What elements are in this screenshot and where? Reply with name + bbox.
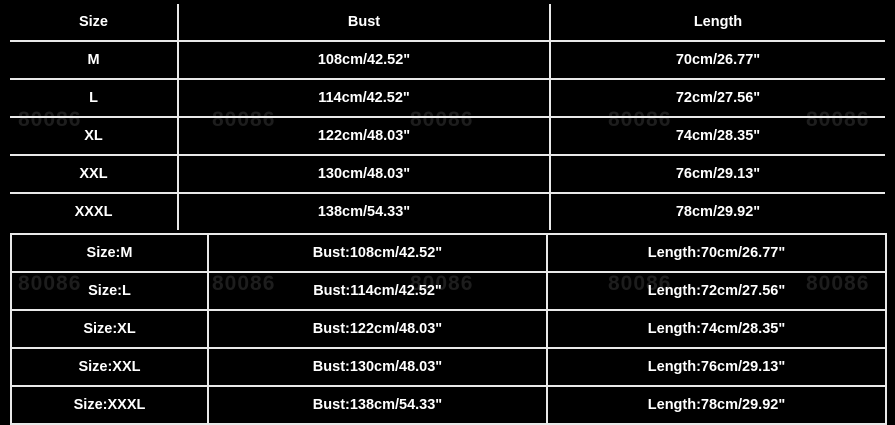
table-row (10, 79, 885, 117)
watermark-text: 80086 (212, 272, 276, 295)
cell-length: 70cm/26.77" (550, 41, 885, 79)
table-row (10, 155, 885, 193)
cell-size: XL (10, 117, 178, 155)
watermark-text: 80086 (212, 108, 276, 131)
table-row (11, 310, 886, 348)
cell-bust-label: Bust:138cm/54.33" (208, 386, 547, 424)
cell-bust-label: Bust:130cm/48.03" (208, 348, 547, 386)
size-list-table (10, 233, 887, 425)
table-row (10, 117, 885, 155)
watermark-text: 80086 (410, 108, 474, 131)
cell-length: 74cm/28.35" (550, 117, 885, 155)
cell-size: XXL (10, 155, 178, 193)
cell-bust: 138cm/54.33" (178, 193, 550, 230)
cell-length-label: Length:74cm/28.35" (547, 310, 886, 348)
watermark-text: 80086 (608, 272, 672, 295)
watermark-text: 80086 (608, 108, 672, 131)
cell-size-label: Size:L (11, 272, 208, 310)
cell-bust-label: Bust:122cm/48.03" (208, 310, 547, 348)
cell-bust: 114cm/42.52" (178, 79, 550, 117)
cell-bust-label: Bust:108cm/42.52" (208, 234, 547, 272)
table-row (11, 234, 886, 272)
cell-length: 72cm/27.56" (550, 79, 885, 117)
cell-size-label: Size:M (11, 234, 208, 272)
cell-bust: 108cm/42.52" (178, 41, 550, 79)
cell-length: 76cm/29.13" (550, 155, 885, 193)
cell-length-label: Length:76cm/29.13" (547, 348, 886, 386)
table-row (11, 386, 886, 424)
cell-length-label: Length:78cm/29.92" (547, 386, 886, 424)
cell-size: XXXL (10, 193, 178, 230)
cell-size: M (10, 41, 178, 79)
size-chart-table (10, 4, 885, 230)
column-header-bust: Bust (178, 4, 550, 41)
watermark-text: 80086 (806, 272, 870, 295)
watermark-text: 80086 (806, 108, 870, 131)
cell-bust: 122cm/48.03" (178, 117, 550, 155)
cell-size-label: Size:XXL (11, 348, 208, 386)
watermark-text: 80086 (410, 272, 474, 295)
cell-bust-label: Bust:114cm/42.52" (208, 272, 547, 310)
cell-length-label: Length:70cm/26.77" (547, 234, 886, 272)
cell-size-label: Size:XXXL (11, 386, 208, 424)
table-row (11, 348, 886, 386)
watermark-text: 80086 (18, 108, 82, 131)
watermark-text: 80086 (18, 272, 82, 295)
cell-length: 78cm/29.92" (675, 204, 761, 220)
table-row (10, 193, 885, 230)
cell-length-label: Length:72cm/27.56" (547, 272, 886, 310)
column-header-length: Length (550, 4, 885, 41)
cell-size: L (10, 79, 178, 117)
table-row (11, 272, 886, 310)
table-header-row (10, 4, 885, 41)
cell-size-label: Size:XL (11, 310, 208, 348)
column-header-size: Size (10, 4, 178, 41)
table-row (10, 41, 885, 79)
cell-bust: 130cm/48.03" (178, 155, 550, 193)
